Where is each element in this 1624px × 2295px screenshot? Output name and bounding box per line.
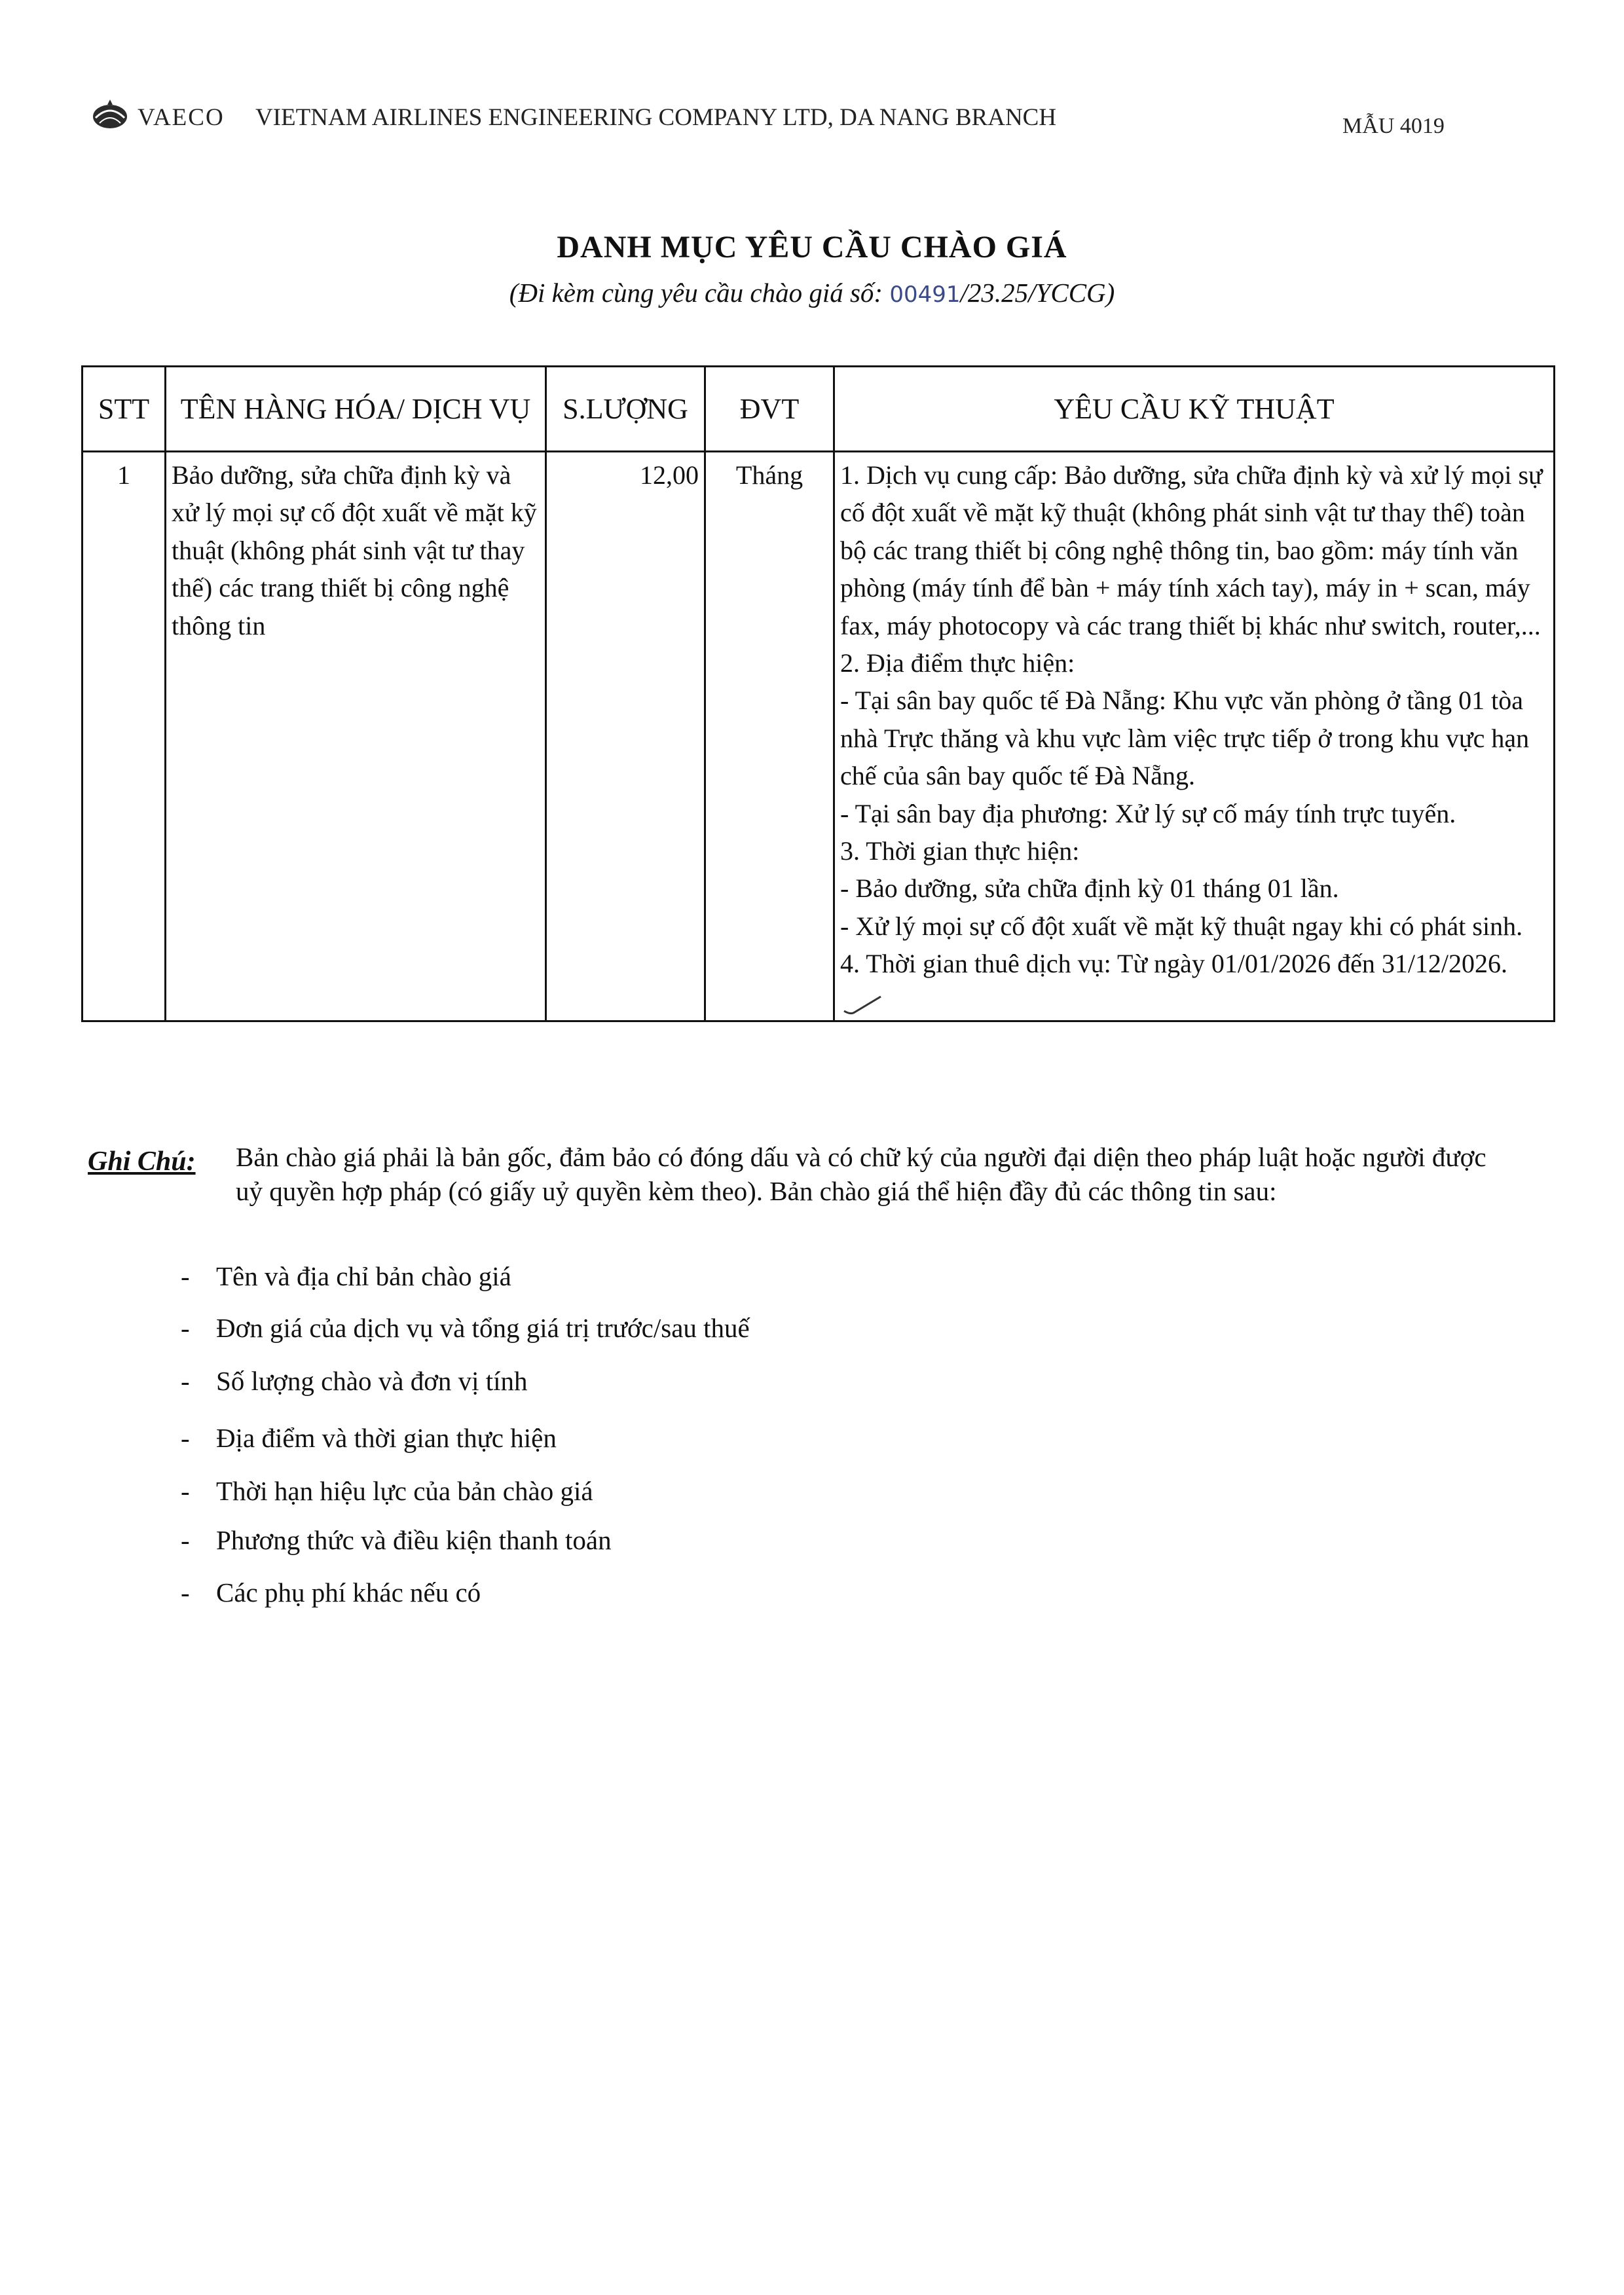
spec-line: - Bảo dưỡng, sửa chữa định kỳ 01 tháng 01 lần.: [840, 873, 1339, 904]
spec-line: - Tại sân bay địa phương: Xử lý sự cố máy tính trực tuyến.: [840, 798, 1456, 828]
cell-unit: Tháng: [705, 452, 834, 1021]
subtitle-prefix: (Đi kèm cùng yêu cầu chào giá số:: [509, 278, 890, 308]
list-item-text: Tên và địa chỉ bản chào giá: [216, 1261, 511, 1291]
bullet-dash: -: [181, 1313, 190, 1343]
spec-line: - Tại sân bay quốc tế Đà Nẵng: Khu vực văn phòng ở tầng 01 tòa nhà Trực thăng và khu vực làm việc trực tiếp ở trong khu vực hạn chế của sân bay quốc tế Đà Nẵng.: [840, 686, 1530, 791]
bullet-dash: -: [181, 1577, 190, 1607]
document-title: DANH MỤC YÊU CẦU CHÀO GIÁ: [557, 230, 1067, 265]
requirements-table: [81, 365, 1555, 1022]
bullet-dash: -: [181, 1423, 190, 1453]
bullet-dash: -: [181, 1261, 190, 1291]
note-label: Ghi Chú:: [88, 1147, 196, 1177]
spec-line: 3. Thời gian thực hiện:: [840, 836, 1080, 866]
spec-line: - Xử lý mọi sự cố đột xuất về mặt kỹ thuật ngay khi có phát sinh.: [840, 911, 1523, 941]
list-item-text: Phương thức và điều kiện thanh toán: [216, 1525, 612, 1555]
bullet-dash: -: [181, 1366, 190, 1396]
cell-spec: [834, 452, 1555, 1021]
table-header-row: [83, 367, 1555, 452]
header-spec: YÊU CẦU KỸ THUẬT: [834, 367, 1555, 452]
header-unit: ĐVT: [705, 367, 834, 452]
list-item-text: Địa điểm và thời gian thực hiện: [216, 1423, 557, 1453]
header-name: TÊN HÀNG HÓA/ DỊCH VỤ: [166, 367, 546, 452]
list-item-text: Thời hạn hiệu lực của bản chào giá: [216, 1476, 593, 1506]
spec-line: 1. Dịch vụ cung cấp: Bảo dưỡng, sửa chữa định kỳ và xử lý mọi sự cố đột xuất về mặt kỹ thuật (không phát sinh vật tư thay thế) toàn bộ các trang thiết bị công nghệ thông tin, bao gồm: máy tính văn phòng (máy tính để bàn + máy tính xách tay), máy in + scan, máy fax, máy photocopy và các trang thiết bị khác như switch, router,...: [840, 460, 1543, 640]
company-name: VIETNAM AIRLINES ENGINEERING COMPANY LTD, DA NANG BRANCH: [255, 104, 1057, 131]
bullet-dash: -: [181, 1476, 190, 1506]
subtitle-suffix: /23.25/YCCG): [960, 278, 1115, 308]
handwritten-check-icon: [840, 991, 886, 1018]
list-item-text: Đơn giá của dịch vụ và tổng giá trị trước/sau thuế: [216, 1313, 750, 1343]
vaeco-logo-icon: [90, 98, 130, 131]
list-item-text: Số lượng chào và đơn vị tính: [216, 1366, 528, 1396]
brand-name: VAECO: [138, 104, 225, 131]
spec-line-text: 4. Thời gian thuê dịch vụ: Từ ngày 01/01/2026 đến 31/12/2026.: [840, 949, 1508, 979]
document-subtitle: [0, 277, 1624, 308]
form-code: MẪU 4019: [1342, 114, 1445, 138]
spec-line: 2. Địa điểm thực hiện:: [840, 648, 1075, 678]
note-text: Bản chào giá phải là bản gốc, đảm bảo có đóng dấu và có chữ ký của người đại diện theo pháp luật hoặc người được uỷ quyền hợp pháp (có giấy uỷ quyền kèm theo). Bản chào giá thể hiện đầy đủ các thông tin sau:: [236, 1142, 1486, 1206]
bullet-dash: -: [181, 1525, 190, 1555]
cell-quantity: 12,00: [546, 452, 705, 1021]
list-item-text: Các phụ phí khác nếu có: [216, 1577, 481, 1607]
header-stt: STT: [83, 367, 166, 452]
cell-stt: 1: [83, 452, 166, 1021]
handwritten-reference-number: 00491: [889, 282, 961, 308]
table-row: [83, 452, 1555, 1021]
cell-name: Bảo dưỡng, sửa chữa định kỳ và xử lý mọi sự cố đột xuất về mặt kỹ thuật (không phát sinh vật tư thay thế) các trang thiết bị công nghệ thông tin: [166, 452, 546, 1021]
spec-line-last: [840, 945, 1548, 1020]
header-quantity: S.LƯỢNG: [546, 367, 705, 452]
